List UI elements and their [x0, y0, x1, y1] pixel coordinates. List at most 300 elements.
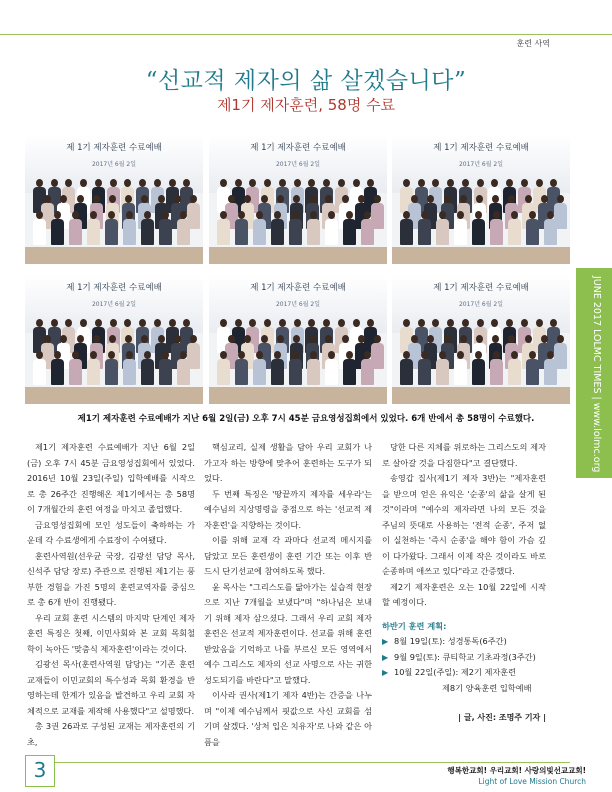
person-head: [557, 335, 564, 343]
person-head: [525, 335, 532, 343]
person-head: [353, 179, 360, 187]
person-head: [80, 179, 87, 187]
person-figure: [307, 211, 320, 245]
person-head: [261, 335, 268, 343]
plan-item-text: 10월 22일(주일): 제2기 제자훈련: [394, 667, 517, 677]
person-figure: [343, 351, 356, 385]
person-head: [279, 179, 286, 187]
person-head: [141, 335, 148, 343]
person-head: [158, 195, 165, 203]
photo-banner-date: 2017년 6월 2일: [458, 301, 504, 308]
person-head: [477, 179, 484, 187]
person-body: [400, 219, 413, 245]
person-body: [544, 359, 557, 385]
person-head: [403, 319, 410, 327]
person-figure: [289, 211, 302, 245]
person-head: [154, 319, 161, 327]
person-figure: [87, 351, 100, 385]
person-head: [180, 351, 187, 359]
person-body: [325, 359, 338, 385]
person-head: [353, 319, 360, 327]
person-body: [51, 359, 64, 385]
page-number: 3: [33, 758, 47, 782]
person-body: [33, 359, 46, 385]
person-head: [557, 195, 564, 203]
paragraph: 당한 다른 지체를 위로하는 그리스도의 제자로 살아갈 것을 다짐한다"고 결단했다.: [382, 442, 546, 468]
person-head: [432, 179, 439, 187]
person-body: [253, 219, 266, 245]
person-head: [328, 351, 335, 359]
paragraph: 이를 위해 교재 각 과마다 선교적 메시지를 담았고 모든 훈련생이 훈련 기간 또는 이후 반드시 단기선교에 참여하도록 했다.: [204, 535, 372, 576]
person-body: [177, 219, 190, 245]
footer-church-name: Light of Love Mission Church: [478, 777, 586, 786]
photo-stage: [392, 387, 570, 404]
group-photo-6: [392, 275, 570, 404]
person-head: [444, 195, 451, 203]
paragraph: 훈련사역원(선우균 국장, 김광선 담당 목사, 신석주 담당 장로) 주관으로 진행된 제1기는 풍부한 경험을 가진 5명의 훈련교역자를 중심으로 총 6개 반이 진행됐다.: [27, 550, 195, 607]
person-head: [323, 179, 330, 187]
person-head: [364, 211, 371, 219]
person-head: [325, 195, 332, 203]
person-head: [547, 351, 554, 359]
person-figure: [217, 351, 230, 385]
person-head: [139, 179, 146, 187]
person-head: [342, 195, 349, 203]
paragraph: 송영갑 집사(제1기 제자 3반)는 "제자훈련을 받으며 얻은 유익은 '순종'의 삶을 살게 된 것"이라며 "예수의 제자라면 나의 모든 것을 주님의 뜻대로 사용하는 '전적 순종', 주저 없이 실천하는 '즉시 순종'을 해야 함이 가슴 깊이 다가왔다. 그래서 이제 작은 것이라도 바로 순종하며 애쓰고 있다"라고 간증했다.: [382, 473, 546, 576]
plan-item: [382, 634, 546, 650]
person-figure: [544, 351, 557, 385]
person-head: [190, 195, 197, 203]
photo-banner-title: 제 1기 제자훈련 수료예배: [250, 283, 346, 293]
person-figure: [33, 211, 46, 245]
person-head: [36, 351, 43, 359]
paragraph: 우리 교회 훈련 시스템의 마지막 단계인 제자훈련 특징은 첫째, 이민사회와 본 교회 목회철학이 녹아든 '맞춤식 제자훈련'이라는 것이다.: [27, 612, 195, 654]
person-head: [374, 335, 381, 343]
person-figure: [123, 211, 136, 245]
person-head: [294, 179, 301, 187]
person-figure: [217, 211, 230, 245]
person-head: [277, 195, 284, 203]
person-figure: [361, 211, 374, 245]
footer-slogan: 행복한교회! 우리교회! 사랑의빛선교교회!: [447, 766, 586, 775]
paragraph: 제2기 제자훈련은 오는 10월 22일에 시작할 예정이다.: [382, 581, 546, 607]
person-body: [325, 219, 338, 245]
person-body: [69, 359, 82, 385]
person-head: [550, 319, 557, 327]
person-head: [457, 211, 464, 219]
person-head: [264, 319, 271, 327]
photo-people: [209, 175, 387, 255]
person-head: [292, 211, 299, 219]
side-tab-text: JUNE 2017 LOLMC TIMES | www.lolmc.org: [591, 276, 602, 473]
person-body: [418, 359, 431, 385]
person-head: [77, 195, 84, 203]
person-figure: [105, 211, 118, 245]
person-figure: [253, 351, 266, 385]
person-figure: [325, 211, 338, 245]
person-head: [421, 351, 428, 359]
person-head: [525, 195, 532, 203]
person-head: [418, 319, 425, 327]
person-head: [36, 319, 43, 327]
person-head: [521, 319, 528, 327]
person-head: [169, 179, 176, 187]
person-head: [506, 319, 513, 327]
person-figure: [472, 351, 485, 385]
person-head: [536, 179, 543, 187]
person-head: [457, 351, 464, 359]
person-figure: [526, 211, 539, 245]
person-body: [289, 359, 302, 385]
person-figure: [271, 351, 284, 385]
photo-banner-title: 제 1기 제자훈련 수료예배: [433, 143, 529, 153]
person-head: [54, 351, 61, 359]
person-head: [51, 319, 58, 327]
person-head: [403, 179, 410, 187]
person-figure: [177, 211, 190, 245]
person-head: [244, 335, 251, 343]
person-head: [139, 319, 146, 327]
person-head: [44, 335, 51, 343]
person-body: [343, 359, 356, 385]
person-head: [44, 195, 51, 203]
person-body: [177, 359, 190, 385]
photo-grid: [25, 135, 570, 405]
person-head: [274, 351, 281, 359]
person-head: [521, 179, 528, 187]
person-head: [220, 211, 227, 219]
person-head: [90, 211, 97, 219]
person-head: [411, 195, 418, 203]
person-body: [123, 359, 136, 385]
person-head: [90, 351, 97, 359]
person-figure: [454, 351, 467, 385]
photo-caption: 제1기 제자훈련 수료예배가 지난 6월 2일(금) 오후 7시 45분 금요영성집회에서 있었다. 6개 반에서 총 58명이 수료했다.: [77, 414, 535, 424]
person-figure: [325, 351, 338, 385]
person-body: [235, 219, 248, 245]
person-head: [491, 179, 498, 187]
article-title: “선교적 제자의 삶 살겠습니다”: [145, 68, 467, 94]
person-head: [238, 211, 245, 219]
person-figure: [544, 211, 557, 245]
group-photo-5: [209, 275, 387, 404]
person-head: [511, 351, 518, 359]
person-head: [274, 211, 281, 219]
person-head: [80, 319, 87, 327]
person-head: [126, 351, 133, 359]
person-figure: [51, 351, 64, 385]
person-head: [124, 319, 131, 327]
person-head: [294, 319, 301, 327]
person-head: [444, 335, 451, 343]
person-head: [476, 195, 483, 203]
photo-stage: [25, 247, 203, 264]
plan-item-sub: 제8기 양육훈련 입학예배: [442, 682, 532, 693]
photo-banner-title: 제 1기 제자훈련 수료예배: [66, 143, 162, 153]
person-head: [36, 179, 43, 187]
person-body: [472, 359, 485, 385]
play-arrow-icon: ▶: [382, 668, 389, 677]
person-head: [235, 179, 242, 187]
person-head: [190, 335, 197, 343]
person-head: [492, 335, 499, 343]
person-figure: [51, 211, 64, 245]
photo-banner-title: 제 1기 제자훈련 수료예배: [250, 143, 346, 153]
paragraph: 총 3권 26과로 구성된 교재는 제자훈련의 기초,: [27, 721, 195, 747]
photo-banner-date: 2017년 6월 2일: [91, 161, 137, 168]
person-head: [60, 195, 67, 203]
person-head: [403, 351, 410, 359]
person-body: [123, 219, 136, 245]
person-head: [491, 319, 498, 327]
person-body: [217, 359, 230, 385]
person-figure: [418, 351, 431, 385]
person-body: [544, 219, 557, 245]
person-head: [403, 211, 410, 219]
person-head: [174, 335, 181, 343]
photo-banner-date: 2017년 6월 2일: [275, 161, 321, 168]
person-figure: [526, 351, 539, 385]
paragraph: 두 번째 특징은 '땅끝까지 제자를 세우라'는 예수님의 지상명령을 중점으로 하는 '선교적 제자훈련'을 지향하는 것이다.: [204, 488, 372, 530]
person-head: [374, 195, 381, 203]
header-rule: [0, 34, 612, 35]
person-head: [342, 335, 349, 343]
person-body: [454, 359, 467, 385]
person-body: [289, 219, 302, 245]
person-head: [475, 351, 482, 359]
person-body: [159, 359, 172, 385]
person-head: [493, 351, 500, 359]
person-body: [508, 219, 521, 245]
person-head: [228, 335, 235, 343]
person-head: [180, 211, 187, 219]
paragraph: 윤 목사는 "그리스도를 닮아가는 실습적 현장으로 지난 7개월을 보냈다"며 "하나님은 보내기 위해 제자 삼으셨다. 그래서 우리 교회 제자훈련은 선교적 제자훈련이다. 선교를 위해 훈련받았음을 기억하고 나를 부르신 모든 영역에서 예수 그리스도 제자의 선교 사명으로 사는 귀한 성도되기를 바란다"고 말했다.: [204, 581, 372, 685]
person-figure: [490, 351, 503, 385]
group-photo-4: [25, 275, 203, 404]
section-label: 훈련 사역: [516, 39, 550, 48]
person-head: [308, 319, 315, 327]
person-body: [105, 359, 118, 385]
person-body: [159, 219, 172, 245]
person-head: [174, 195, 181, 203]
person-figure: [159, 211, 172, 245]
person-head: [323, 319, 330, 327]
photo-people: [25, 175, 203, 255]
person-head: [126, 211, 133, 219]
person-body: [33, 219, 46, 245]
person-head: [158, 335, 165, 343]
person-head: [293, 335, 300, 343]
person-head: [432, 319, 439, 327]
photo-banner-date: 2017년 6월 2일: [91, 301, 137, 308]
person-head: [309, 195, 316, 203]
person-body: [141, 219, 154, 245]
person-head: [346, 351, 353, 359]
person-head: [54, 211, 61, 219]
person-head: [228, 195, 235, 203]
person-head: [72, 211, 79, 219]
person-head: [77, 335, 84, 343]
person-head: [109, 335, 116, 343]
person-figure: [87, 211, 100, 245]
photo-banner-date: 2017년 6월 2일: [275, 301, 321, 308]
article-column-3: [382, 440, 546, 726]
person-head: [492, 195, 499, 203]
paragraph: 핵심교리, 실제 생활을 담아 우리 교회가 나가고자 하는 방향에 맞추어 훈련하는 도구가 되었다.: [204, 442, 372, 483]
person-figure: [159, 351, 172, 385]
person-head: [411, 335, 418, 343]
person-head: [162, 211, 169, 219]
person-head: [293, 195, 300, 203]
person-head: [110, 319, 117, 327]
person-figure: [177, 351, 190, 385]
plan-title: 하반기 훈련 계획:: [382, 620, 447, 631]
person-figure: [235, 351, 248, 385]
person-body: [69, 219, 82, 245]
article-column-1: [27, 440, 195, 750]
person-head: [95, 179, 102, 187]
person-head: [338, 319, 345, 327]
person-head: [125, 195, 132, 203]
person-head: [439, 211, 446, 219]
person-head: [277, 335, 284, 343]
person-head: [439, 351, 446, 359]
person-head: [462, 319, 469, 327]
person-body: [490, 359, 503, 385]
photo-people: [209, 315, 387, 395]
person-figure: [69, 351, 82, 385]
person-head: [511, 211, 518, 219]
person-figure: [508, 351, 521, 385]
person-figure: [141, 351, 154, 385]
article-subtitle: 제1기 제자훈련, 58명 수료: [216, 96, 396, 114]
person-head: [475, 211, 482, 219]
person-head: [256, 351, 263, 359]
person-head: [220, 319, 227, 327]
person-head: [529, 351, 536, 359]
person-head: [310, 351, 317, 359]
person-body: [454, 219, 467, 245]
person-head: [536, 319, 543, 327]
person-head: [65, 319, 72, 327]
person-head: [310, 211, 317, 219]
person-body: [87, 359, 100, 385]
person-head: [358, 335, 365, 343]
plan-item: [382, 665, 546, 681]
play-arrow-icon: ▶: [382, 652, 389, 662]
person-figure: [361, 351, 374, 385]
photo-banner-date: 2017년 6월 2일: [458, 161, 504, 168]
person-head: [447, 319, 454, 327]
plan-item: [382, 650, 546, 666]
person-head: [249, 179, 256, 187]
person-figure: [454, 211, 467, 245]
person-figure: [307, 351, 320, 385]
person-head: [110, 179, 117, 187]
person-figure: [400, 211, 413, 245]
person-head: [421, 211, 428, 219]
person-body: [235, 359, 248, 385]
person-figure: [472, 211, 485, 245]
person-head: [476, 335, 483, 343]
person-body: [307, 359, 320, 385]
person-head: [144, 211, 151, 219]
person-head: [493, 211, 500, 219]
play-arrow-icon: ▶: [382, 637, 389, 646]
photo-stage: [209, 247, 387, 264]
page-number-box: [25, 755, 55, 787]
person-head: [328, 211, 335, 219]
person-head: [367, 179, 374, 187]
person-figure: [436, 211, 449, 245]
person-head: [418, 179, 425, 187]
person-figure: [508, 211, 521, 245]
person-head: [72, 351, 79, 359]
person-body: [361, 359, 374, 385]
paragraph: 제1기 제자훈련 수료예배가 지난 6월 2일(금) 오후 7시 45분 금요영성집회에서 있었다. 2016년 10월 23일(주일) 입학예배를 시작으로 총 26주간 진행해온 제1기에서는 총 58명이 7개월간의 훈련 여정을 마치고 졸업했다.: [27, 442, 195, 514]
person-head: [144, 351, 151, 359]
person-body: [472, 219, 485, 245]
person-head: [220, 179, 227, 187]
article-column-2: [204, 440, 372, 750]
person-head: [51, 179, 58, 187]
photo-people: [25, 315, 203, 395]
paragraph: 이사라 권사(제1기 제자 4반)는 간증을 나누며 "이제 예수님께서 핏값으로 사신 교회를 섬기며 살겠다. '상처 입은 치유자'로 나와 같은 아픔을: [204, 690, 372, 747]
byline: | 글, 사진: 조명주 기자 |: [458, 713, 546, 722]
person-figure: [436, 351, 449, 385]
person-figure: [400, 351, 413, 385]
person-figure: [33, 351, 46, 385]
person-head: [60, 335, 67, 343]
person-body: [51, 219, 64, 245]
person-head: [169, 319, 176, 327]
person-body: [436, 219, 449, 245]
person-head: [338, 179, 345, 187]
person-head: [244, 195, 251, 203]
person-head: [367, 319, 374, 327]
side-tab: [576, 268, 612, 478]
person-body: [490, 219, 503, 245]
paragraph: 금요영성집회에 모인 성도들이 축하하는 가운데 각 수료생에게 수료장이 수여됐다.: [27, 519, 195, 545]
person-head: [235, 319, 242, 327]
photo-stage: [25, 387, 203, 404]
person-head: [93, 335, 100, 343]
person-head: [154, 179, 161, 187]
person-head: [506, 179, 513, 187]
person-head: [547, 211, 554, 219]
person-head: [364, 351, 371, 359]
person-head: [36, 211, 43, 219]
person-figure: [253, 211, 266, 245]
person-figure: [123, 351, 136, 385]
photo-people: [392, 175, 570, 255]
person-body: [271, 359, 284, 385]
person-head: [183, 179, 190, 187]
person-body: [436, 359, 449, 385]
photo-stage: [392, 247, 570, 264]
person-head: [141, 195, 148, 203]
person-figure: [235, 211, 248, 245]
person-head: [279, 319, 286, 327]
group-photo-3: [392, 135, 570, 264]
person-head: [358, 195, 365, 203]
photo-banner-title: 제 1기 제자훈련 수료예배: [66, 283, 162, 293]
person-head: [108, 351, 115, 359]
person-body: [418, 219, 431, 245]
plan-item-text: 8월 19일(토): 성경통독(6주간): [394, 636, 507, 646]
person-head: [427, 335, 434, 343]
person-head: [108, 211, 115, 219]
